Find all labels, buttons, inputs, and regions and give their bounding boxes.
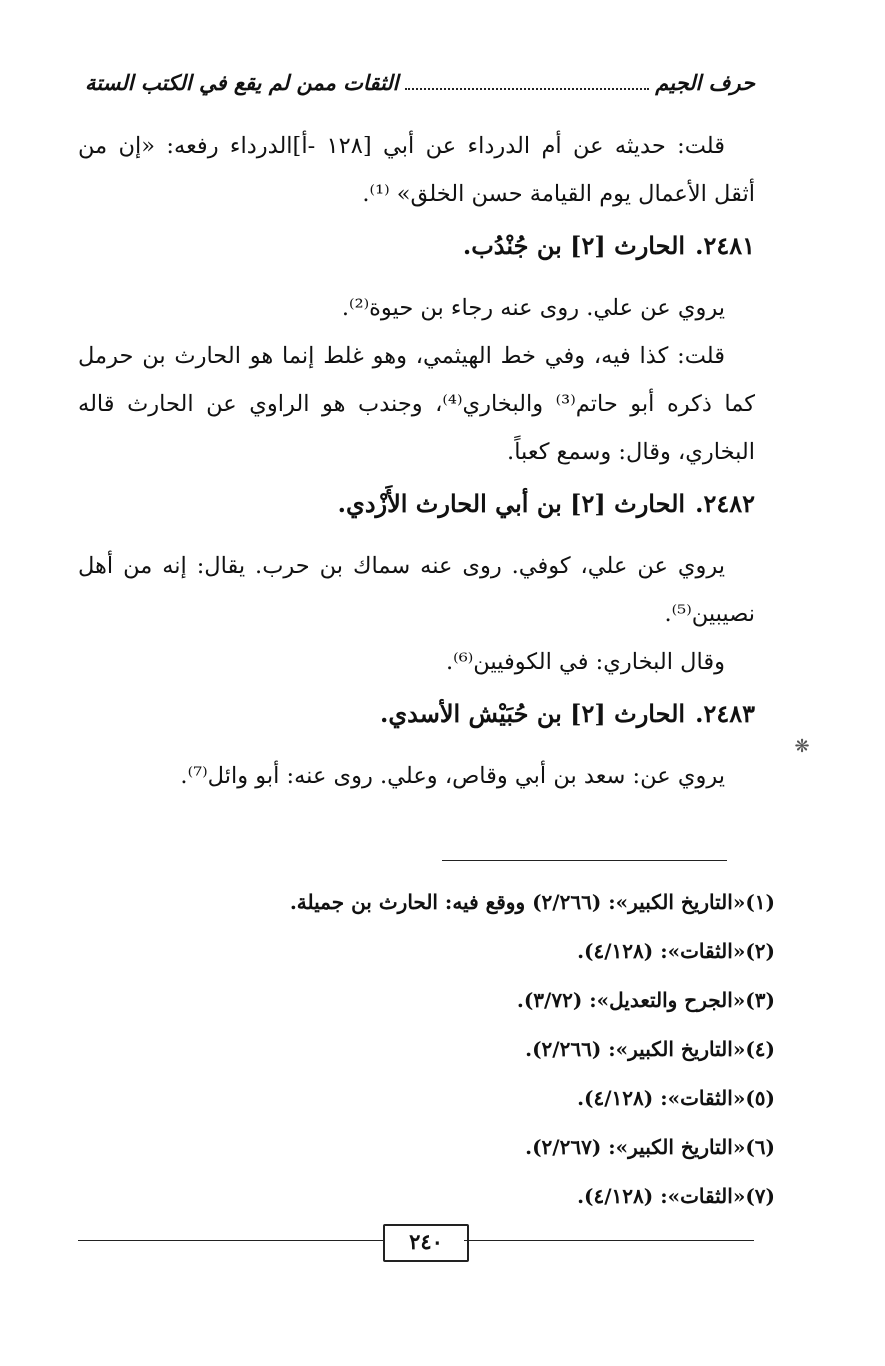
footnotes xyxy=(110,878,775,1221)
running-header xyxy=(85,70,755,96)
footnote-divider xyxy=(442,860,727,861)
entry-name: الحارث [٢] بن حُبَيْش الأسدي. xyxy=(380,699,686,728)
paragraph: يروي عن: سعد بن أبي وقاص، وعلي. روى عنه: أبو وائل⁽⁷⁾. xyxy=(180,763,725,789)
entry-name: الحارث [٢] بن جُنْدُب. xyxy=(462,231,686,260)
flourish-icon: ❋ xyxy=(794,736,810,757)
footer-rule-right xyxy=(464,1240,754,1241)
main-text xyxy=(78,122,755,800)
paragraph: قلت: كذا فيه، وفي خط الهيثمي، وهو غلط إنما هو الحارث بن حرمل كما ذكره أبو حاتم⁽³⁾ والبخاري⁽⁴⁾، وجندب هو الراوي عن الحارث قاله البخاري، وقال: وسمع كعباً. xyxy=(78,343,755,465)
footnote: (٧)«الثقات»: (٤/١٢٨). xyxy=(577,1184,775,1208)
footer-rule-left xyxy=(78,1240,383,1241)
entry-number: ٢٤٨٢. xyxy=(695,489,755,518)
entry-number: ٢٤٨٣. xyxy=(695,699,755,728)
paragraph: يروي عن علي، كوفي. روى عنه سماك بن حرب. يقال: إنه من أهل نصيبين⁽⁵⁾. xyxy=(78,553,755,627)
entry-heading xyxy=(78,480,755,528)
entry-heading xyxy=(78,690,755,738)
book-title: الثقات ممن لم يقع في الكتب الستة xyxy=(85,70,399,95)
header-leader-dots xyxy=(405,87,650,90)
chapter-title: حرف الجيم xyxy=(655,70,755,95)
paragraph: وقال البخاري: في الكوفيين⁽⁶⁾. xyxy=(446,649,725,675)
entry-heading xyxy=(78,222,755,270)
footnote: (٣)«الجرح والتعديل»: (٣/٧٢). xyxy=(516,988,775,1012)
footnote: (٢)«الثقات»: (٤/١٢٨). xyxy=(577,939,775,963)
entry-number: ٢٤٨١. xyxy=(695,231,755,260)
footnote: (٦)«التاريخ الكبير»: (٢/٢٦٧). xyxy=(525,1135,775,1159)
footnote: (٥)«الثقات»: (٤/١٢٨). xyxy=(577,1086,775,1110)
page-footer xyxy=(78,1224,754,1264)
footnote: (١)«التاريخ الكبير»: (٢/٢٦٦) ووقع فيه: الحارث بن جميلة. xyxy=(289,890,775,914)
paragraph: يروي عن علي. روى عنه رجاء بن حيوة⁽²⁾. xyxy=(341,295,725,321)
page-number: ٢٤٠ xyxy=(383,1224,469,1262)
entry-name: الحارث [٢] بن أبي الحارث الأَزْدي. xyxy=(337,489,686,518)
paragraph: قلت: حديثه عن أم الدرداء عن أبي [١٢٨ -أ]الدرداء رفعه: «إن من أثقل الأعمال يوم القيامة حسن الخلق» ⁽¹⁾. xyxy=(78,133,755,207)
footnote: (٤)«التاريخ الكبير»: (٢/٢٦٦). xyxy=(525,1037,775,1061)
